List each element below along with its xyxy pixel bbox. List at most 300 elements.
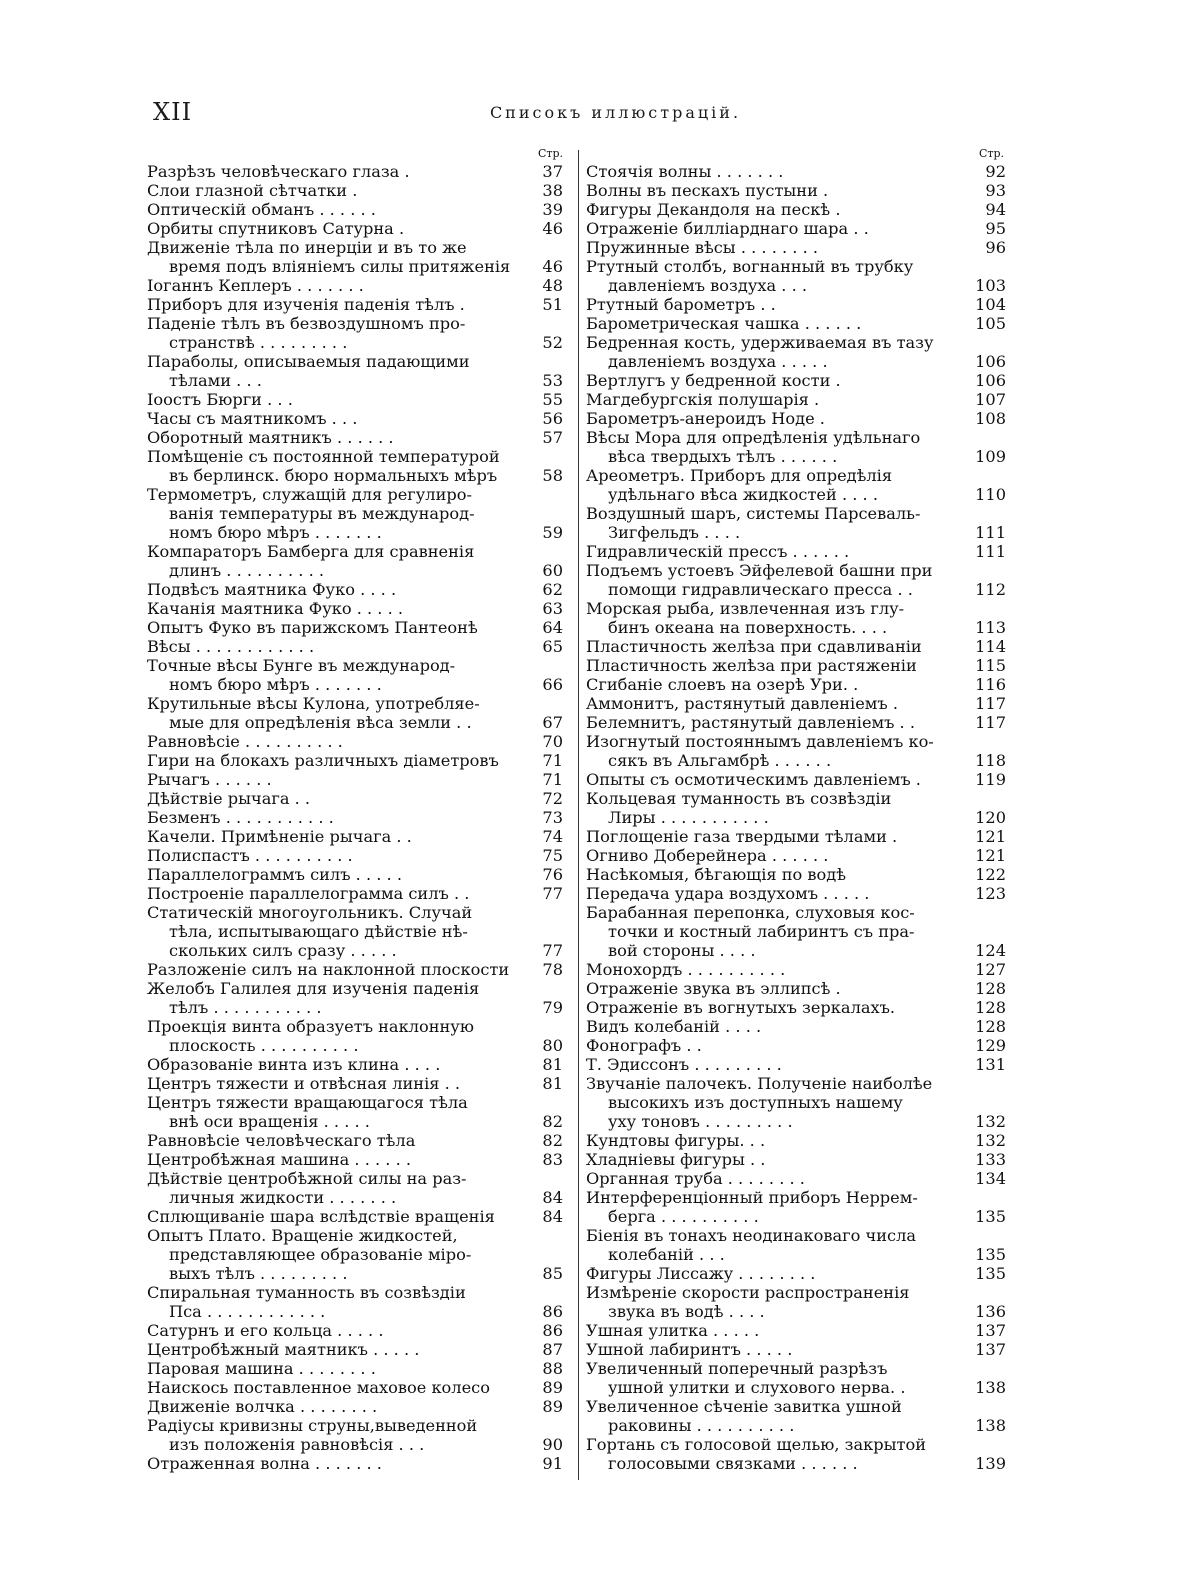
entry-title-line: Орбиты спутниковъ Сатурна . <box>147 219 405 238</box>
entry-title <box>147 884 525 903</box>
entry-title <box>147 352 525 390</box>
index-entry <box>147 1321 571 1340</box>
entry-title-line: Центробѣжная машина . . . . . . <box>147 1150 412 1169</box>
entry-title-line: Кундтовы фигуры. . . <box>586 1131 766 1150</box>
entry-title <box>586 542 960 561</box>
entry-page-number: 128 <box>975 998 1006 1017</box>
entry-page-number: 96 <box>985 238 1006 257</box>
index-entry <box>586 314 1006 333</box>
index-entry <box>586 979 1006 998</box>
entry-title-line: Центръ тяжести вращающагося тѣла <box>147 1093 468 1112</box>
entry-page-number: 134 <box>975 1169 1006 1188</box>
entry-title-line: Изогнутый постояннымъ давленіемъ ко- <box>586 732 934 751</box>
entry-title-line: Увеличенный поперечный разрѣзъ <box>586 1359 888 1378</box>
entry-page-number: 117 <box>975 694 1006 713</box>
entry-title <box>147 1131 525 1150</box>
entry-title <box>147 808 525 827</box>
entry-page-number: 73 <box>542 808 563 827</box>
entry-title-line: Качанія маятника Фуко . . . . . <box>147 599 404 618</box>
entry-title-line: Видъ колебаній . . . . <box>586 1017 762 1036</box>
entry-title <box>147 770 525 789</box>
entry-title-continuation: Пса . . . . . . . . . . . . <box>169 1302 326 1321</box>
entry-page-number: 38 <box>542 181 563 200</box>
entry-title <box>147 219 525 238</box>
entry-title <box>147 390 525 409</box>
entry-title <box>586 998 960 1017</box>
entry-title <box>147 656 525 694</box>
entry-title <box>147 846 525 865</box>
entry-title <box>147 1340 525 1359</box>
entry-page-number: 129 <box>975 1036 1006 1055</box>
entry-page-number: 112 <box>975 580 1006 599</box>
entry-title-line: Звучаніе палочекъ. Полученіе наиболѣе <box>586 1074 933 1093</box>
entry-title <box>147 314 525 352</box>
index-entry <box>147 656 571 694</box>
entry-title <box>147 599 525 618</box>
index-entry <box>586 1321 1006 1340</box>
entry-title <box>586 1283 960 1321</box>
index-entry <box>147 618 571 637</box>
index-entry <box>586 1150 1006 1169</box>
entry-page-number: 82 <box>542 1131 563 1150</box>
entry-page-number: 92 <box>985 162 1006 181</box>
entry-title <box>147 1416 525 1454</box>
entry-title-continuation: помощи гидравлическаго пресса . . <box>608 580 913 599</box>
entry-title <box>147 1074 525 1093</box>
index-entry <box>586 1131 1006 1150</box>
index-entry <box>586 200 1006 219</box>
entry-page-number: 131 <box>975 1055 1006 1074</box>
index-entry <box>147 770 571 789</box>
index-entry <box>147 1226 571 1283</box>
index-entry <box>147 314 571 352</box>
entry-title-continuation: въ берлинск. бюро нормальныхъ мѣръ <box>169 466 498 485</box>
entry-title-continuation: сякъ въ Альгамбрѣ . . . . . . <box>608 751 832 770</box>
entry-title-line: Отраженная волна . . . . . . . <box>147 1454 382 1473</box>
index-entry <box>147 960 571 979</box>
index-entry <box>147 1055 571 1074</box>
entry-page-number: 70 <box>542 732 563 751</box>
entry-page-number: 66 <box>542 675 563 694</box>
index-entry <box>147 238 571 276</box>
index-entry <box>586 903 1006 960</box>
index-entry <box>147 200 571 219</box>
entry-title-line: Наискось поставленное маховое колесо <box>147 1378 490 1397</box>
index-entry <box>586 1226 1006 1264</box>
index-entry <box>586 1359 1006 1397</box>
entry-title-continuation: давленіемъ воздуха . . . . . <box>608 352 828 371</box>
entry-title-line: Отраженіе въ вогнутыхъ зеркалахъ. <box>586 998 896 1017</box>
entry-page-number: 89 <box>542 1378 563 1397</box>
entry-title-continuation: скольких силъ сразу . . . . . <box>169 941 397 960</box>
right-column <box>586 145 1006 1473</box>
entry-page-number: 119 <box>975 770 1006 789</box>
entry-page-number: 81 <box>542 1055 563 1074</box>
entry-title <box>147 979 525 1017</box>
entry-title <box>147 827 525 846</box>
entry-title-continuation: раковины . . . . . . . . . . <box>608 1416 795 1435</box>
entry-page-number: 138 <box>975 1416 1006 1435</box>
entry-title <box>586 789 960 827</box>
entry-title <box>147 618 525 637</box>
entry-title <box>147 1169 525 1207</box>
index-entry <box>586 257 1006 295</box>
entry-title-continuation: странствѣ . . . . . . . . . <box>169 333 348 352</box>
index-entry <box>147 1169 571 1207</box>
entry-title-line: Т. Эдиссонъ . . . . . . . . . <box>586 1055 782 1074</box>
index-entry <box>147 1454 571 1473</box>
entry-title-line: Движеніе волчка . . . . . . . . <box>147 1397 378 1416</box>
column-divider <box>578 150 579 1480</box>
entry-page-number: 86 <box>542 1302 563 1321</box>
entry-title <box>586 181 960 200</box>
index-entry <box>147 1359 571 1378</box>
entry-page-number: 58 <box>542 466 563 485</box>
entry-page-number: 86 <box>542 1321 563 1340</box>
entry-title <box>586 1131 960 1150</box>
entry-page-number: 109 <box>975 447 1006 466</box>
entry-title-line: Дѣйствіе центробѣжной силы на раз- <box>147 1169 467 1188</box>
entry-title <box>147 637 525 656</box>
entry-page-number: 104 <box>975 295 1006 314</box>
entry-title <box>586 637 960 656</box>
entry-title-continuation: берга . . . . . . . . . . <box>608 1207 759 1226</box>
index-entry <box>147 1416 571 1454</box>
entry-title-line: Пластичность желѣза при сдавливаніи <box>586 637 922 656</box>
index-entry <box>586 884 1006 903</box>
entry-title <box>586 257 960 295</box>
entry-page-number: 106 <box>975 352 1006 371</box>
index-entry <box>147 694 571 732</box>
entry-title-line: Фигуры Лиссажу . . . . . . . . <box>586 1264 816 1283</box>
entry-title-line: Термометръ, служащій для регулиро- <box>147 485 472 504</box>
entry-title <box>147 751 525 770</box>
index-entry <box>586 162 1006 181</box>
entry-title-line: Безменъ . . . . . . . . . . . <box>147 808 334 827</box>
entry-title-line: Хладніевы фигуры . . <box>586 1150 766 1169</box>
entry-page-number: 137 <box>975 1340 1006 1359</box>
index-entry <box>147 1283 571 1321</box>
entry-title <box>147 200 525 219</box>
entry-title <box>586 200 960 219</box>
entry-page-number: 127 <box>975 960 1006 979</box>
index-entry <box>586 656 1006 675</box>
entry-title <box>147 447 525 485</box>
index-entry <box>147 352 571 390</box>
entry-page-number: 46 <box>542 219 563 238</box>
entry-title-line: Равновѣсіе . . . . . . . . . . <box>147 732 343 751</box>
entry-title <box>586 390 960 409</box>
entry-title <box>147 162 525 181</box>
entry-title <box>586 371 960 390</box>
entry-title-line: Подъемъ устоевъ Эйфелевой башни при <box>586 561 933 580</box>
index-entry <box>147 428 571 447</box>
index-entry <box>586 409 1006 428</box>
entry-page-number: 57 <box>542 428 563 447</box>
entry-title-line: Магдебургскія полушарія . <box>586 390 820 409</box>
entry-title-line: Вѣсы Мора для опредѣленія удѣльнаго <box>586 428 921 447</box>
index-entry <box>586 1435 1006 1473</box>
entry-title-continuation: уху тоновъ . . . . . . . . . <box>608 1112 793 1131</box>
left-column <box>147 145 571 1473</box>
entry-title <box>147 428 525 447</box>
entry-title-line: Подвѣсъ маятника Фуко . . . . <box>147 580 397 599</box>
index-entry <box>147 827 571 846</box>
entry-title-line: Отраженіе билліарднаго шара . . <box>586 219 869 238</box>
entry-title-line: Образованіе винта изъ клина . . . . <box>147 1055 441 1074</box>
index-entry <box>147 1074 571 1093</box>
entry-title <box>586 1055 960 1074</box>
entry-page-number: 59 <box>542 523 563 542</box>
entry-title-line: Морская рыба, извлеченная изъ глу- <box>586 599 905 618</box>
entry-title-line: Гортань съ голосовой щелью, закрытой <box>586 1435 926 1454</box>
index-entry <box>586 542 1006 561</box>
entry-page-number: 89 <box>542 1397 563 1416</box>
entry-title-line: Вѣсы . . . . . . . . . . . . <box>147 637 315 656</box>
entry-title-line: Спиральная туманность въ созвѣздіи <box>147 1283 466 1302</box>
entry-page-number: 88 <box>542 1359 563 1378</box>
entry-title <box>586 675 960 694</box>
entry-page-number: 116 <box>975 675 1006 694</box>
entry-title-line: Барометрическая чашка . . . . . . <box>586 314 862 333</box>
entry-title-line: Центробѣжный маятникъ . . . . . <box>147 1340 420 1359</box>
entry-title-line: Центръ тяжести и отвѣсная линія . . <box>147 1074 461 1093</box>
entry-page-number: 115 <box>975 656 1006 675</box>
entry-title <box>586 1188 960 1226</box>
entry-title <box>147 1397 525 1416</box>
entry-title-continuation: давленіемъ воздуха . . . <box>608 276 808 295</box>
index-entry <box>147 1397 571 1416</box>
index-entry <box>586 333 1006 371</box>
entry-page-number: 111 <box>975 523 1006 542</box>
entry-title-line: Слои глазной сѣтчатки . <box>147 181 358 200</box>
index-entry <box>586 428 1006 466</box>
entry-title <box>586 1321 960 1340</box>
entry-title-line: Монохордъ . . . . . . . . . . <box>586 960 786 979</box>
entry-title-continuation: тѣлъ . . . . . . . . . . . <box>169 998 322 1017</box>
entry-title-continuation: бинъ океана на поверхность. . . . <box>608 618 888 637</box>
entry-title-line: Разложеніе силъ на наклонной плоскости <box>147 960 510 979</box>
entry-title-line: Насѣкомыя, бѣгающія по водѣ <box>586 865 847 884</box>
entry-title <box>586 1435 960 1473</box>
entry-title <box>586 1340 960 1359</box>
entry-title-line: Полиспастъ . . . . . . . . . . <box>147 846 353 865</box>
entry-page-number: 65 <box>542 637 563 656</box>
index-entry <box>586 181 1006 200</box>
entry-title-line: Опытъ Фуко въ парижскомъ Пантеонѣ <box>147 618 478 637</box>
index-entry <box>586 219 1006 238</box>
entry-page-number: 90 <box>542 1435 563 1454</box>
entry-title-line: Сатурнъ и его кольца . . . . . <box>147 1321 384 1340</box>
entry-title-line: Равновѣсіе человѣческаго тѣла <box>147 1131 416 1150</box>
entry-title-line: Паденіе тѣлъ въ безвоздушномъ про- <box>147 314 466 333</box>
entry-title-line: Часы съ маятникомъ . . . <box>147 409 358 428</box>
entry-page-number: 77 <box>542 941 563 960</box>
index-entry <box>147 846 571 865</box>
entry-title <box>586 599 960 637</box>
entry-title-continuation: вѣса твердыхъ тѣлъ . . . . . . <box>608 447 838 466</box>
index-entry <box>586 1283 1006 1321</box>
entry-page-number: 79 <box>542 998 563 1017</box>
entry-title-line: Гидравлическій прессъ . . . . . . <box>586 542 850 561</box>
entry-page-number: 51 <box>542 295 563 314</box>
index-entry <box>586 390 1006 409</box>
entry-title-line: Ушная улитка . . . . . <box>586 1321 760 1340</box>
entry-page-number: 84 <box>542 1188 563 1207</box>
entry-title <box>586 1169 960 1188</box>
entry-title-line: Помѣщеніе съ постоянной температурой <box>147 447 500 466</box>
entry-page-number: 74 <box>542 827 563 846</box>
entry-page-number: 67 <box>542 713 563 732</box>
entry-title-line: Іоостъ Бюрги . . . <box>147 390 293 409</box>
index-entry <box>586 295 1006 314</box>
entry-title-line: Точные вѣсы Бунге въ международ- <box>147 656 456 675</box>
entry-page-number: 48 <box>542 276 563 295</box>
entry-title-continuation: ушной улитки и слухового нерва. . <box>608 1378 906 1397</box>
entry-title-line: Отраженіе звука въ эллипсѣ . <box>586 979 841 998</box>
entry-title-line: Опытъ Плато. Вращеніе жидкостей, <box>147 1226 458 1245</box>
entry-title <box>147 1226 525 1283</box>
entry-title-continuation: Лиры . . . . . . . . . . . <box>608 808 769 827</box>
entry-title-line: Ртутный столбъ, вогнанный въ трубку <box>586 257 914 276</box>
index-entry <box>147 485 571 542</box>
entry-title <box>586 1226 960 1264</box>
entry-title-continuation: плоскость . . . . . . . . . . <box>169 1036 359 1055</box>
entry-title-continuation: звука въ водѣ . . . . <box>608 1302 765 1321</box>
index-entry <box>147 409 571 428</box>
index-entry <box>147 542 571 580</box>
index-entry <box>147 1340 571 1359</box>
index-entry <box>147 1150 571 1169</box>
entry-title-line: Бедренная кость, удерживаемая въ тазу <box>586 333 934 352</box>
entry-title <box>147 1055 525 1074</box>
index-entry <box>586 238 1006 257</box>
index-entry <box>586 1397 1006 1435</box>
index-entry <box>586 1036 1006 1055</box>
entry-page-number: 62 <box>542 580 563 599</box>
entry-title-line: Сгибаніе слоевъ на озерѣ Ури. . <box>586 675 859 694</box>
index-entry <box>147 181 571 200</box>
entry-page-number: 63 <box>542 599 563 618</box>
entry-title <box>586 732 960 770</box>
entry-title <box>147 580 525 599</box>
index-entry <box>147 1093 571 1131</box>
entry-title-line: Движеніе тѣла по инерціи и въ то же <box>147 238 467 257</box>
entry-title <box>147 1359 525 1378</box>
index-entry <box>586 998 1006 1017</box>
index-entry <box>586 675 1006 694</box>
entry-page-number: 123 <box>975 884 1006 903</box>
entry-title <box>586 466 960 504</box>
entry-title <box>147 1321 525 1340</box>
index-entry <box>586 1074 1006 1131</box>
entry-title <box>586 903 960 960</box>
index-entry <box>147 1378 571 1397</box>
entry-title <box>147 1207 525 1226</box>
entry-page-number: 78 <box>542 960 563 979</box>
entry-title-continuation: номъ бюро мѣръ . . . . . . . <box>169 675 382 694</box>
entry-page-number: 110 <box>975 485 1006 504</box>
entry-page-number: 138 <box>975 1378 1006 1397</box>
index-entry <box>586 371 1006 390</box>
entry-title-line: Паровая машина . . . . . . . . <box>147 1359 376 1378</box>
entry-title-line: Ушной лабиринтъ . . . . . <box>586 1340 793 1359</box>
entry-page-number: 84 <box>542 1207 563 1226</box>
entry-page-number: 137 <box>975 1321 1006 1340</box>
entry-title-line: Поглощеніе газа твердыми тѣлами . <box>586 827 898 846</box>
entry-title <box>586 428 960 466</box>
entry-title-line: Качели. Примѣненіе рычага . . <box>147 827 412 846</box>
index-entry <box>586 694 1006 713</box>
entry-title-line: Гири на блокахъ различныхъ діаметровъ <box>147 751 499 770</box>
entry-title <box>586 884 960 903</box>
index-entry <box>147 732 571 751</box>
entry-title-continuation: выхъ тѣлъ . . . . . . . . . <box>169 1264 348 1283</box>
entry-page-number: 60 <box>542 561 563 580</box>
entry-title <box>147 1093 525 1131</box>
entry-title <box>586 979 960 998</box>
entry-title-line: Вертлугъ у бедренной кости . <box>586 371 841 390</box>
entry-title-line: Разрѣзъ человѣческаго глаза . <box>147 162 410 181</box>
entry-title <box>586 1264 960 1283</box>
entry-title <box>586 656 960 675</box>
entry-title-line: Пружинные вѣсы . . . . . . . . <box>586 238 819 257</box>
entry-title <box>147 409 525 428</box>
index-entry <box>147 865 571 884</box>
entry-page-number: 39 <box>542 200 563 219</box>
entry-title-continuation: длинъ . . . . . . . . . . <box>169 561 325 580</box>
entry-title-line: Параболы, описываемыя падающими <box>147 352 470 371</box>
entry-page-number: 55 <box>542 390 563 409</box>
entry-title <box>586 1150 960 1169</box>
entry-page-number: 135 <box>975 1207 1006 1226</box>
index-entry <box>147 903 571 960</box>
entry-title-continuation: представляющее образованіе міро- <box>169 1245 472 1264</box>
entry-page-number: 95 <box>985 219 1006 238</box>
entry-title <box>147 789 525 808</box>
entry-page-number: 103 <box>975 276 1006 295</box>
index-entry <box>586 1169 1006 1188</box>
entry-title <box>586 314 960 333</box>
entry-page-number: 71 <box>542 770 563 789</box>
index-entry <box>586 1188 1006 1226</box>
index-entry <box>147 808 571 827</box>
entry-title-line: Воздушный шаръ, системы Парсеваль- <box>586 504 921 523</box>
entry-title <box>147 238 525 276</box>
entry-title-continuation: колебаній . . . <box>608 1245 725 1264</box>
entry-page-number: 139 <box>975 1454 1006 1473</box>
entry-page-number: 105 <box>975 314 1006 333</box>
index-entry <box>147 580 571 599</box>
entry-page-number: 132 <box>975 1112 1006 1131</box>
entry-page-number: 108 <box>975 409 1006 428</box>
index-entry <box>586 827 1006 846</box>
index-entry <box>586 865 1006 884</box>
entry-title-line: Ареометръ. Приборъ для опредѣлія <box>586 466 893 485</box>
entry-page-number: 81 <box>542 1074 563 1093</box>
entry-page-number: 77 <box>542 884 563 903</box>
index-entry <box>147 162 571 181</box>
entry-page-number: 85 <box>542 1264 563 1283</box>
entry-title-line: Параллелограммъ силъ . . . . . <box>147 865 402 884</box>
entry-title <box>147 694 525 732</box>
entry-title-line: Дѣйствіе рычага . . <box>147 789 311 808</box>
page-title: Списокъ иллюстрацій. <box>489 103 742 122</box>
index-entry <box>586 732 1006 770</box>
entry-page-number: 72 <box>542 789 563 808</box>
entry-title-line: Ртутный барометръ . . <box>586 295 776 314</box>
index-entry <box>147 1207 571 1226</box>
